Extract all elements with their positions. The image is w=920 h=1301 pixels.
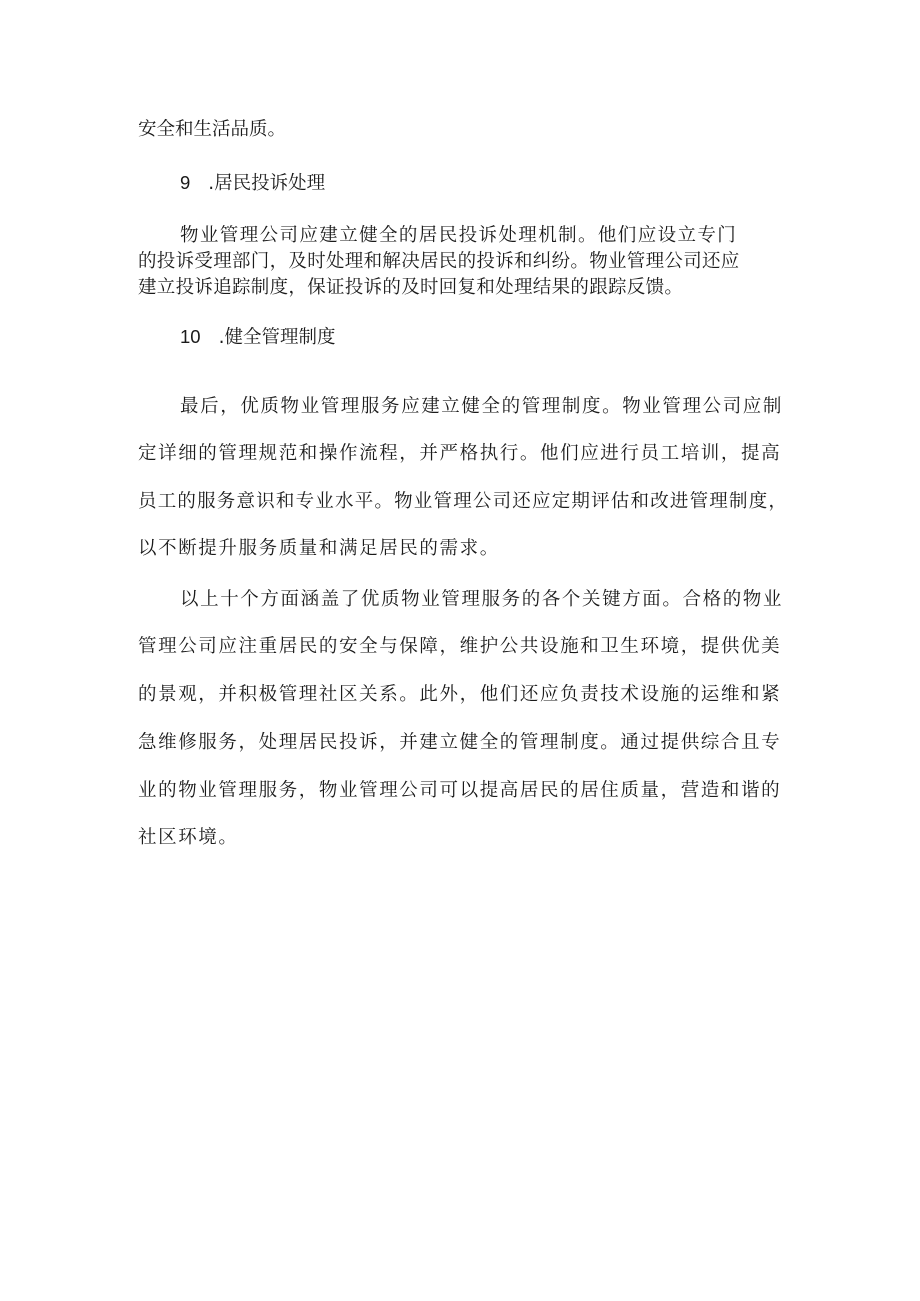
section-9-paragraph-line: 建立投诉追踪制度，保证投诉的及时回复和处理结果的跟踪反馈。: [138, 277, 684, 298]
section-10-paragraph-line: 以不断提升服务质量和满足居民的需求。: [138, 538, 500, 559]
conclusion-paragraph-line: 业的物业管理服务，物业管理公司可以提高居民的居住质量，营造和谐的: [138, 780, 782, 801]
section-10-heading: [180, 325, 335, 350]
section-10-paragraph-line: 定详细的管理规范和操作流程，并严格执行。他们应进行员工培训，提高: [138, 443, 782, 464]
conclusion-paragraph-line: 以上十个方面涵盖了优质物业管理服务的各个关键方面。合格的物业: [180, 589, 784, 610]
section-10-paragraph-line: 最后，优质物业管理服务应建立健全的管理制度。物业管理公司应制: [180, 396, 784, 417]
section-9-title: .居民投诉处理: [208, 173, 326, 194]
conclusion-paragraph-line: 的景观，并积极管理社区关系。此外，他们还应负责技术设施的运维和紧: [138, 684, 782, 705]
conclusion-paragraph-line: 急维修服务，处理居民投诉，并建立健全的管理制度。通过提供综合且专: [138, 732, 782, 753]
section-10-number: 10: [180, 326, 201, 347]
section-9-paragraph-line: 的投诉受理部门，及时处理和解决居民的投诉和纠纷。物业管理公司还应: [138, 251, 740, 272]
conclusion-paragraph-line: 管理公司应注重居民的安全与保障，维护公共设施和卫生环境，提供优美: [138, 636, 782, 657]
intro-tail-text: 安全和生活品质。: [138, 119, 287, 140]
section-9-heading: [180, 171, 325, 196]
conclusion-paragraph-line: 社区环境。: [138, 827, 239, 848]
section-9-paragraph-line: 物业管理公司应建立健全的居民投诉处理机制。他们应设立专门: [180, 225, 738, 246]
section-9-number: 9: [180, 172, 191, 193]
section-10-paragraph-line: 员工的服务意识和专业水平。物业管理公司还应定期评估和改进管理制度，: [138, 491, 789, 512]
section-10-title: .健全管理制度: [218, 327, 336, 348]
